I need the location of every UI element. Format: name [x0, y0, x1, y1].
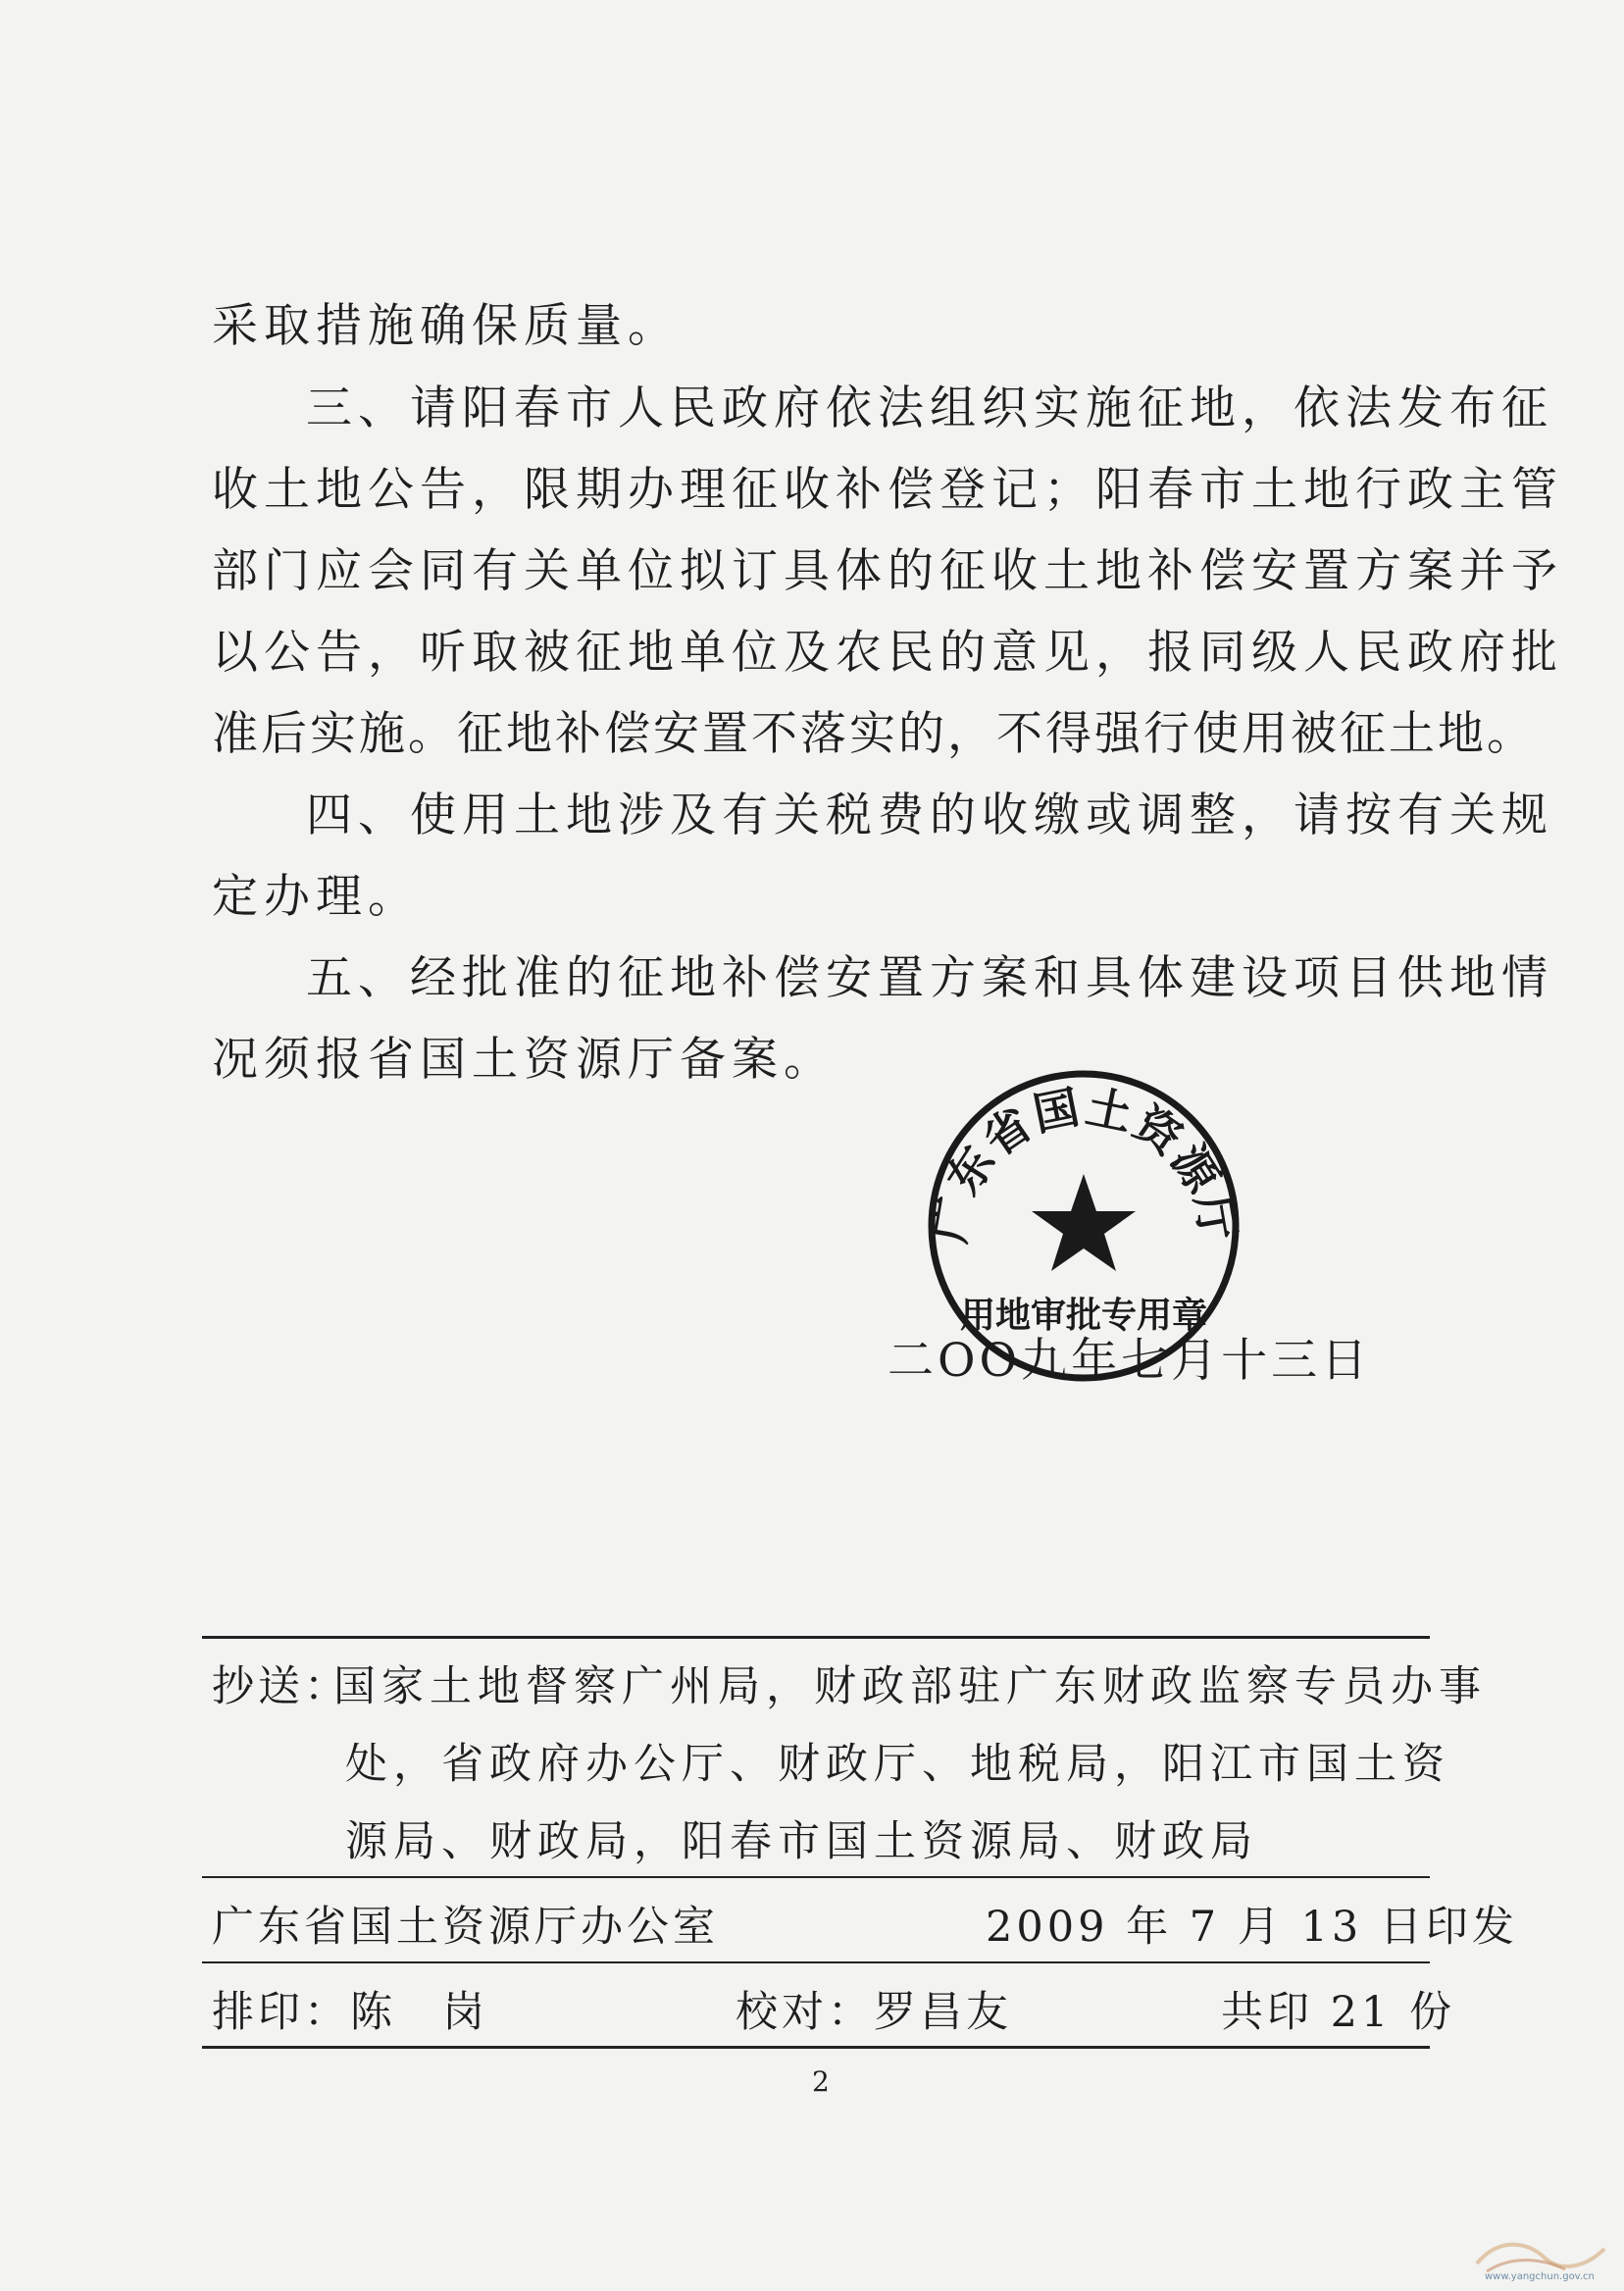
body-line-2: 三、请阳春市人民政府依法组织实施征地，依法发布征: [306, 382, 1553, 435]
body-line-3: 收土地公告，限期办理征收补偿登记；阳春市土地行政主管: [212, 463, 1563, 517]
body-line-4: 部门应会同有关单位拟订具体的征收土地补偿安置方案并予: [212, 544, 1563, 598]
issue-rule: [202, 1961, 1430, 1963]
proofread-by: 校对：罗昌友: [736, 1988, 1012, 2037]
top-rule: [202, 1636, 1430, 1639]
star-icon: [1032, 1174, 1136, 1271]
seal-bottom-text: 用地审批专用章: [959, 1296, 1208, 1336]
cc-line-1: 国家土地督察广州局，财政部驻广东财政监察专员办事: [333, 1662, 1487, 1711]
body-line-6: 准后实施。征地补偿安置不落实的，不得强行使用被征土地。: [212, 707, 1536, 761]
official-seal: [922, 1064, 1245, 1388]
issue-date: 2009 年 7 月 13 日印发: [986, 1903, 1518, 1952]
mid-rule: [202, 1876, 1430, 1878]
cc-label: 抄送：: [212, 1662, 350, 1711]
body-line-1: 采取措施确保质量。: [212, 299, 680, 353]
cc-line-3: 源局、财政局，阳春市国土资源局、财政局: [345, 1817, 1258, 1866]
bottom-rule: [202, 2046, 1430, 2049]
body-line-5: 以公告，听取被征地单位及农民的意见，报同级人民政府批: [212, 626, 1563, 680]
issuer: 广东省国土资源厅办公室: [212, 1903, 719, 1952]
page-number: 2: [812, 2065, 830, 2098]
watermark-url: www.yangchun.gov.cn: [1485, 2271, 1595, 2282]
body-line-9: 五、经批准的征地补偿安置方案和具体建设项目供地情: [306, 951, 1553, 1005]
body-line-7: 四、使用土地涉及有关税费的收缴或调整，请按有关规: [306, 789, 1553, 842]
body-line-10: 况须报省国土资源厅备案。: [212, 1033, 836, 1087]
seal-arc-text: 广东省国土资源厅: [922, 1080, 1245, 1247]
cc-line-2: 处，省政府办公厅、财政厅、地税局，阳江市国土资: [345, 1740, 1450, 1789]
signing-date: 二OO九年七月十三日: [888, 1334, 1372, 1388]
typeset-by: 排印：陈 岗: [212, 1988, 488, 2037]
copies-count: 共印 21 份: [1221, 1988, 1456, 2037]
body-line-8: 定办理。: [212, 870, 420, 924]
